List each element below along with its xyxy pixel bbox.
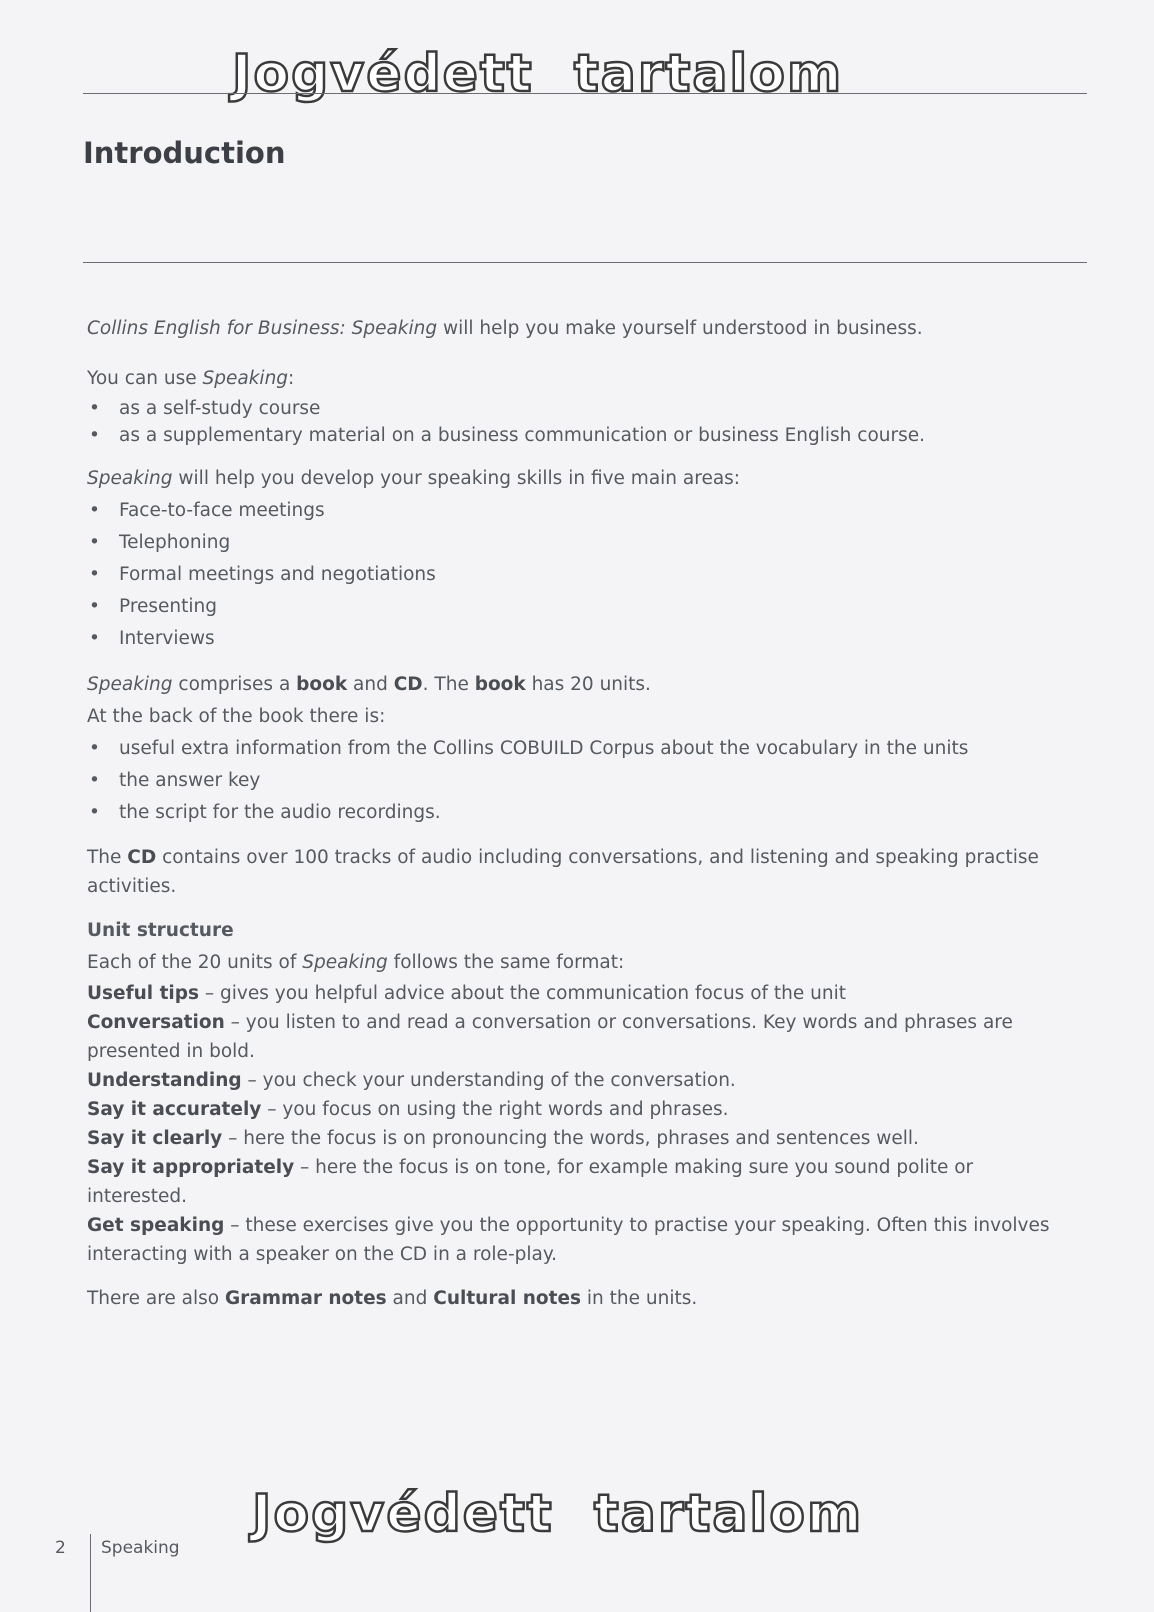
back-of-book-lead: At the back of the book there is:	[87, 706, 386, 727]
list-item: • the answer key	[87, 765, 1077, 797]
unit-item: Say it clearly – here the focus is on pronouncing the words, phrases and sentences well.	[87, 1128, 919, 1149]
unit-item: Understanding – you check your understanding of the conversation.	[87, 1070, 736, 1091]
unit-item: Get speaking – these exercises give you the opportunity to practise your speaking. Often this involves interacting with a speaker on the CD in a role-play.	[87, 1215, 1050, 1265]
use-lead: You can use Speaking:	[87, 368, 295, 389]
list-item: • the script for the audio recordings.	[87, 797, 1077, 829]
unit-item: Conversation – you listen to and read a conversation or conversations. Key words and phrases are presented in bold.	[87, 1012, 1013, 1062]
unit-structure-lead: Each of the 20 units of Speaking follows the same format:	[87, 952, 625, 973]
footer-divider	[90, 1534, 91, 1612]
list-item: • Telephoning	[87, 527, 1077, 559]
watermark-top: Jogvédett tartalom	[232, 44, 844, 104]
unit-item: Say it accurately – you focus on using the right words and phrases.	[87, 1099, 729, 1120]
page-number: 2	[55, 1538, 66, 1558]
unit-item: Useful tips – gives you helpful advice about the communication focus of the unit	[87, 983, 846, 1004]
back-list	[87, 733, 1077, 829]
notes-paragraph: There are also Grammar notes and Cultural notes in the units.	[87, 1288, 698, 1309]
running-title: Speaking	[101, 1538, 180, 1558]
intro-paragraph: Collins English for Business: Speaking will help you make yourself understood in business.	[87, 318, 923, 339]
use-list	[87, 395, 1077, 449]
unit-item: Say it appropriately – here the focus is on tone, for example making sure you sound polite or interested.	[87, 1157, 974, 1207]
page-title: Introduction	[83, 136, 286, 170]
top-rule	[83, 93, 1087, 94]
list-item: • as a supplementary material on a business communication or business English course.	[87, 422, 1077, 449]
comprises-paragraph: Speaking comprises a book and CD. The book has 20 units.	[87, 674, 651, 695]
areas-list	[87, 495, 1077, 655]
page-footer	[55, 1538, 180, 1558]
list-item: • Interviews	[87, 623, 1077, 655]
list-item: • Presenting	[87, 591, 1077, 623]
areas-lead: Speaking will help you develop your speaking skills in five main areas:	[87, 468, 741, 489]
title-rule	[83, 262, 1087, 263]
body-text	[87, 313, 1077, 1315]
list-item: • useful extra information from the Collins COBUILD Corpus about the vocabulary in the units	[87, 733, 1077, 765]
list-item: • Formal meetings and negotiations	[87, 559, 1077, 591]
cd-paragraph: The CD contains over 100 tracks of audio including conversations, and listening and speaking practise activities.	[87, 847, 1039, 897]
watermark-bottom: Jogvédett tartalom	[252, 1484, 864, 1544]
unit-structure-heading: Unit structure	[87, 920, 234, 941]
list-item: • Face-to-face meetings	[87, 495, 1077, 527]
list-item: • as a self-study course	[87, 395, 1077, 422]
